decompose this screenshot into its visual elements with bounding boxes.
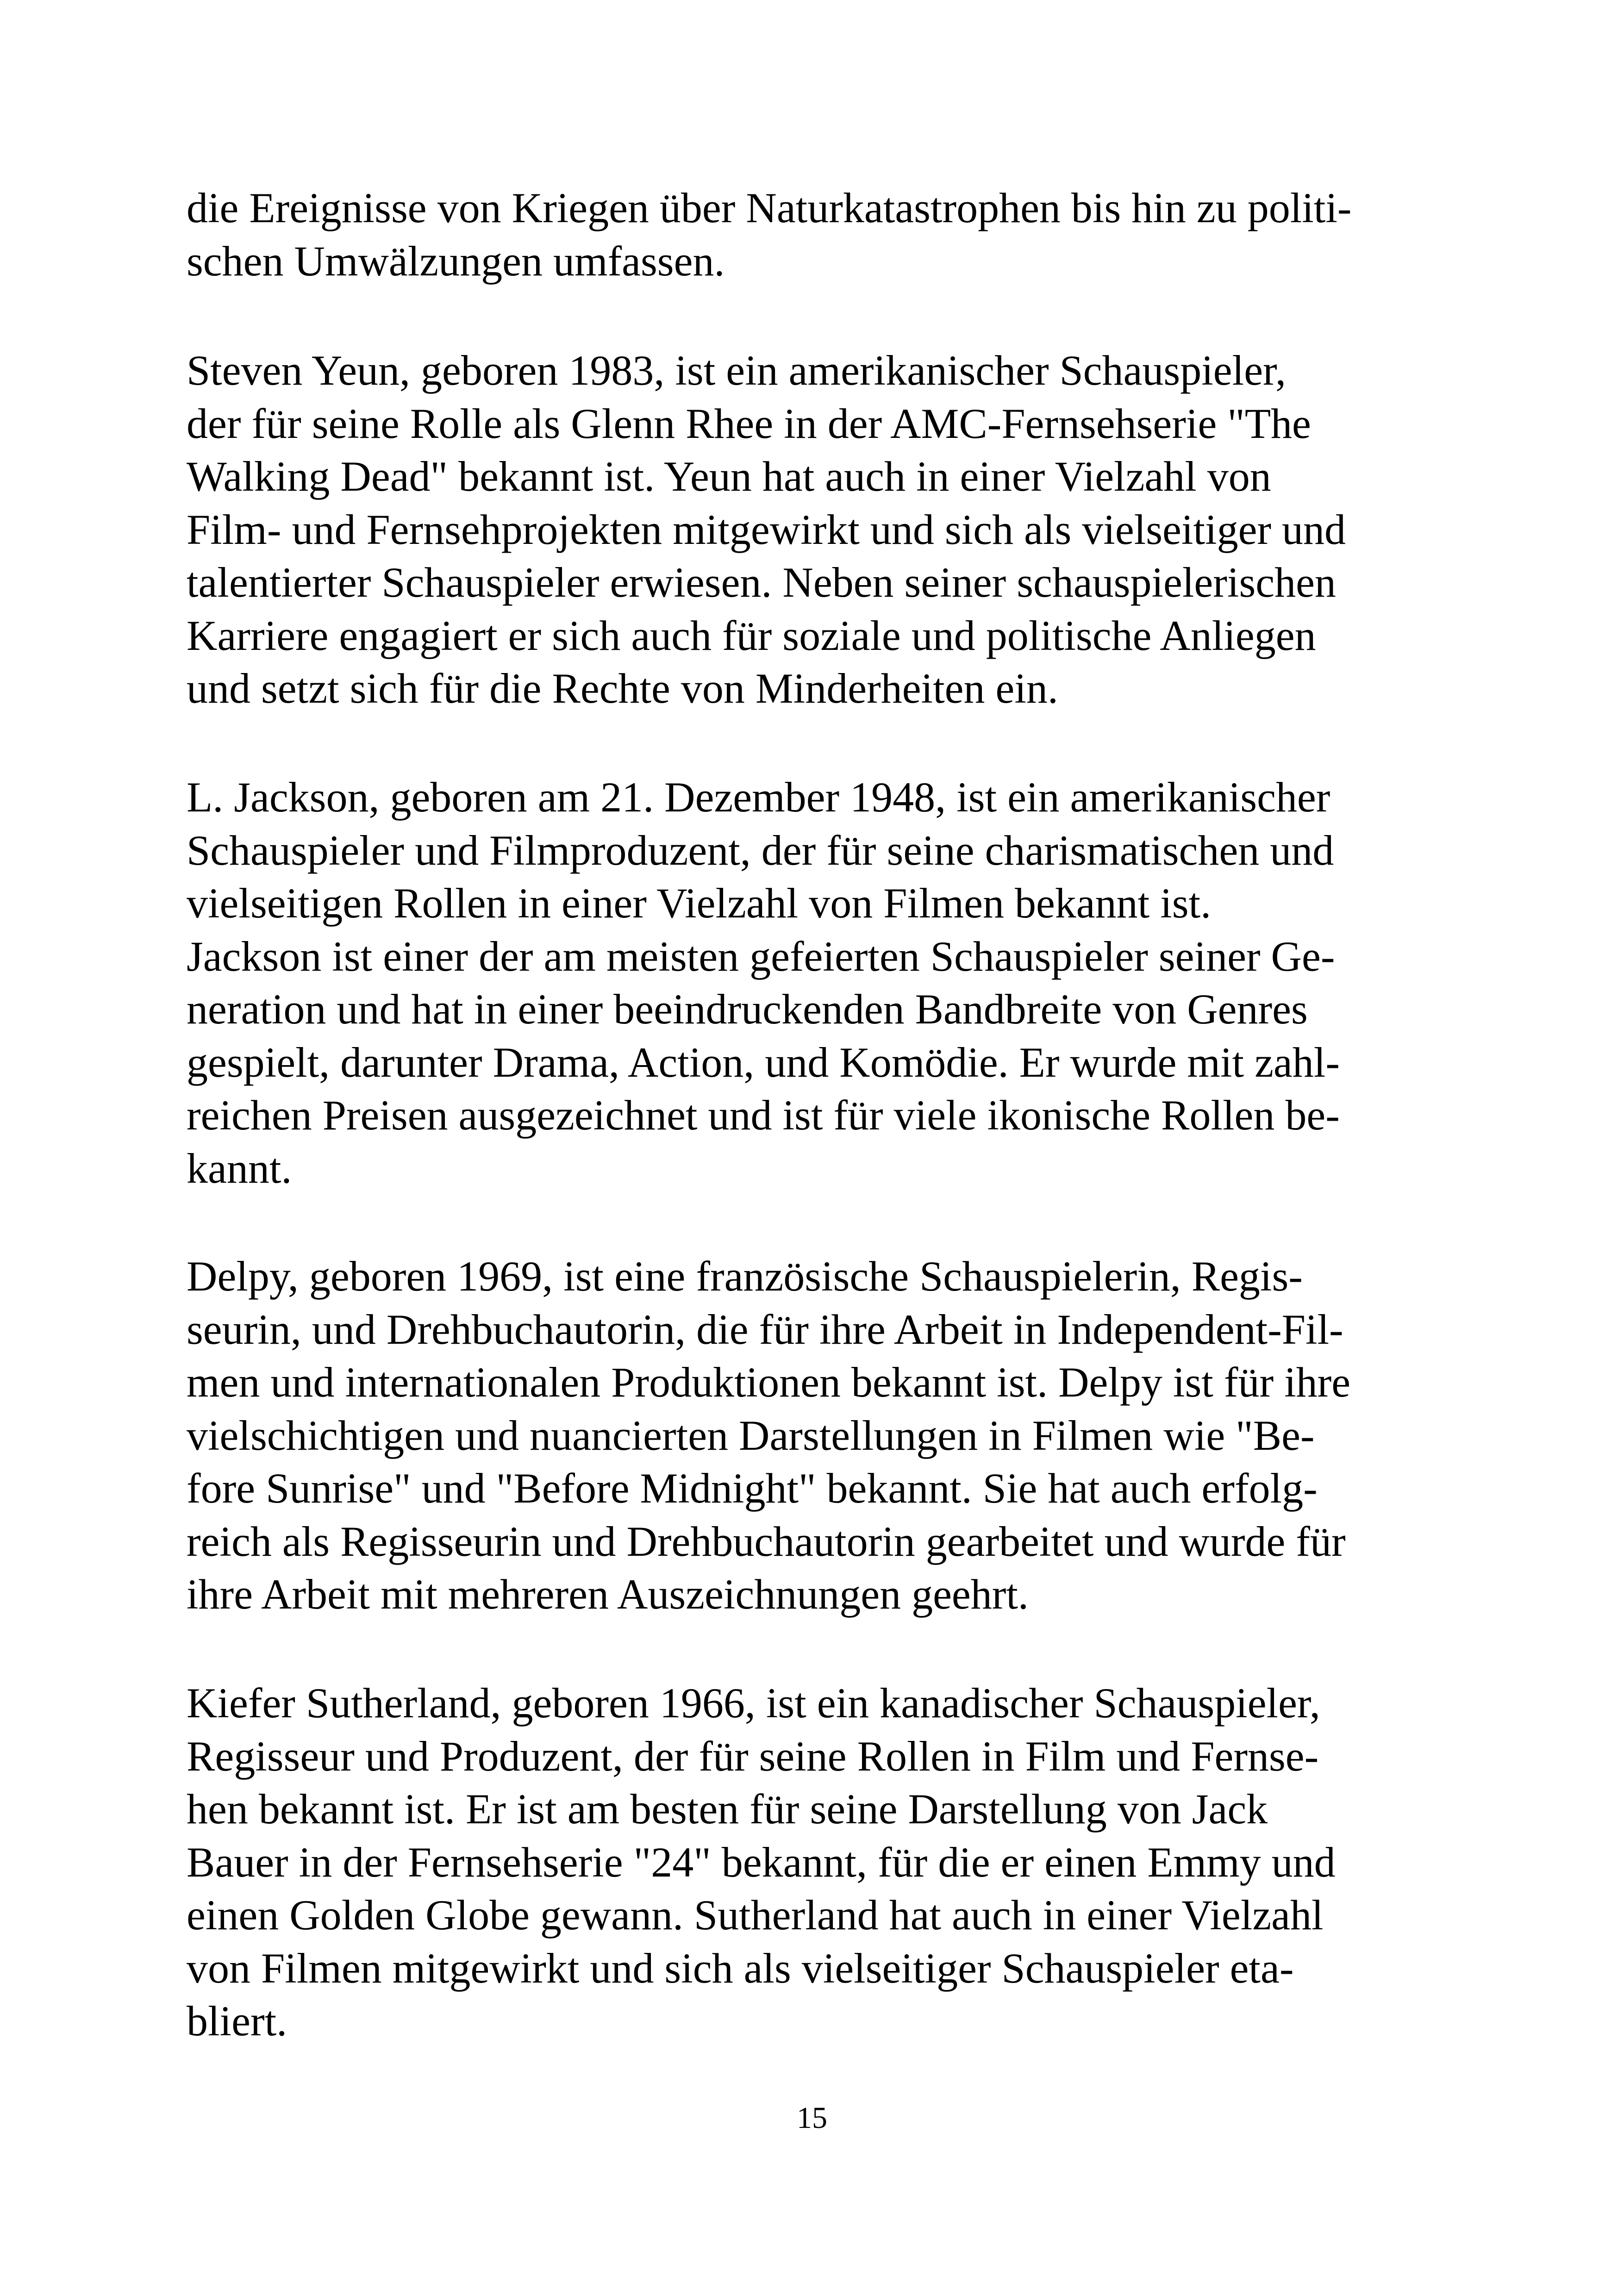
text-line: vielschichtigen und nuancierten Darstellungen in Filmen wie "Be-: [187, 1411, 1315, 1459]
text-line: men und internationalen Produktionen bekannt ist. Delpy ist für ihre: [187, 1359, 1351, 1406]
text-line: Steven Yeun, geboren 1983, ist ein amerikanischer Schauspieler,: [187, 347, 1286, 394]
paragraph-delpy: [187, 1250, 1446, 1621]
text-line: bliert.: [187, 1997, 287, 2045]
text-line: Bauer in der Fernsehserie "24" bekannt, für die er einen Emmy und: [187, 1838, 1336, 1886]
text-line: von Filmen mitgewirkt und sich als vielseitiger Schauspieler eta-: [187, 1944, 1294, 1992]
text-line: neration und hat in einer beeindruckenden Bandbreite von Genres: [187, 985, 1308, 1033]
text-line: reichen Preisen ausgezeichnet und ist für viele ikonische Rollen be-: [187, 1091, 1340, 1139]
text-line: reich als Regisseurin und Drehbuchautorin gearbeitet und wurde für: [187, 1517, 1346, 1565]
text-line: L. Jackson, geboren am 21. Dezember 1948, ist ein amerikanischer: [187, 773, 1330, 821]
text-line: und setzt sich für die Rechte von Minderheiten ein.: [187, 665, 1058, 712]
text-line: Delpy, geboren 1969, ist eine französische Schauspielerin, Regis-: [187, 1253, 1303, 1300]
text-line: schen Umwälzungen umfassen.: [187, 237, 725, 285]
text-line: Walking Dead" bekannt ist. Yeun hat auch in einer Vielzahl von: [187, 453, 1271, 500]
text-line: ihre Arbeit mit mehreren Auszeichnungen geehrt.: [187, 1571, 1029, 1618]
text-line: Schauspieler und Filmproduzent, der für seine charismatischen und: [187, 826, 1334, 874]
paragraph-l-jackson: [187, 771, 1446, 1195]
text-line: Film- und Fernsehprojekten mitgewirkt und sich als vielseitiger und: [187, 505, 1346, 553]
text-line: Jackson ist einer der am meisten gefeierten Schauspieler seiner Ge-: [187, 932, 1335, 980]
text-line: der für seine Rolle als Glenn Rhee in der AMC-Fernsehserie "The: [187, 399, 1311, 447]
text-line: Regisseur und Produzent, der für seine Rollen in Film und Fernse-: [187, 1732, 1319, 1780]
text-line: einen Golden Globe gewann. Sutherland hat auch in einer Vielzahl: [187, 1891, 1324, 1939]
text-line: Kiefer Sutherland, geboren 1966, ist ein kanadischer Schauspieler,: [187, 1679, 1320, 1727]
text-line: vielseitigen Rollen in einer Vielzahl von Filmen bekannt ist.: [187, 879, 1212, 927]
text-line: talentierter Schauspieler erwiesen. Neben seiner schauspielerischen: [187, 559, 1336, 606]
page-number: 15: [797, 2101, 827, 2135]
paragraph-war-events: [187, 181, 1446, 287]
paragraph-kiefer-sutherland: [187, 1677, 1446, 2048]
text-line: hen bekannt ist. Er ist am besten für seine Darstellung von Jack: [187, 1785, 1268, 1833]
text-line: gespielt, darunter Drama, Action, und Komödie. Er wurde mit zahl-: [187, 1038, 1340, 1086]
text-line: seurin, und Drehbuchautorin, die für ihre Arbeit in Independent-Fil-: [187, 1305, 1343, 1353]
paragraph-steven-yeun: [187, 344, 1446, 715]
text-line: die Ereignisse von Kriegen über Naturkatastrophen bis hin zu politi-: [187, 184, 1352, 231]
text-line: Karriere engagiert er sich auch für soziale und politische Anliegen: [187, 611, 1316, 659]
text-line: kannt.: [187, 1144, 292, 1192]
text-line: fore Sunrise" und "Before Midnight" bekannt. Sie hat auch erfolg-: [187, 1465, 1318, 1512]
